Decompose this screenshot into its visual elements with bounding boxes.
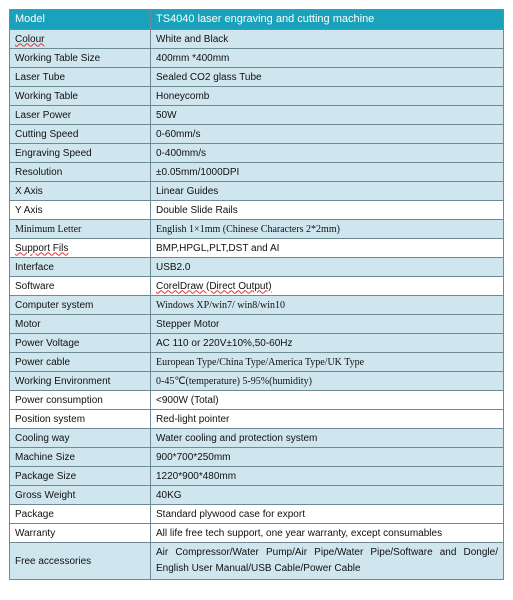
row-label: Working Table — [10, 87, 151, 106]
row-value: English 1×1mm (Chinese Characters 2*2mm) — [151, 220, 504, 239]
row-label: Package Size — [10, 467, 151, 486]
row-value: Air Compressor/Water Pump/Air Pipe/Water Pipe/Software and Dongle/ English User Manual/USB Cable/Power Cable — [151, 543, 504, 580]
row-label: Power Voltage — [10, 334, 151, 353]
row-value: Windows XP/win7/ win8/win10 — [151, 296, 504, 315]
row-value: White and Black — [151, 30, 504, 49]
table-row — [10, 106, 504, 125]
table-row — [10, 410, 504, 429]
row-label: Laser Power — [10, 106, 151, 125]
row-value: AC 110 or 220V±10%,50-60Hz — [151, 334, 504, 353]
row-label: Package — [10, 505, 151, 524]
row-label: Engraving Speed — [10, 144, 151, 163]
row-label: Minimum Letter — [10, 220, 151, 239]
row-value: Water cooling and protection system — [151, 429, 504, 448]
table-row — [10, 182, 504, 201]
table-row — [10, 30, 504, 49]
header-value: TS4040 laser engraving and cutting machine — [151, 10, 504, 30]
row-label: Position system — [10, 410, 151, 429]
row-value: 0-60mm/s — [151, 125, 504, 144]
table-row — [10, 220, 504, 239]
row-label: Working Table Size — [10, 49, 151, 68]
table-row — [10, 68, 504, 87]
row-value: All life free tech support, one year warranty, except consumables — [151, 524, 504, 543]
table-row — [10, 239, 504, 258]
row-label: Motor — [10, 315, 151, 334]
row-label: Computer system — [10, 296, 151, 315]
row-value: 900*700*250mm — [151, 448, 504, 467]
row-label: Interface — [10, 258, 151, 277]
table-row — [10, 486, 504, 505]
row-label: Free accessories — [10, 543, 151, 580]
table-row — [10, 296, 504, 315]
row-label: Support Fils — [10, 239, 151, 258]
row-label: Resolution — [10, 163, 151, 182]
header-label: Model — [10, 10, 151, 30]
row-label: Power consumption — [10, 391, 151, 410]
row-value: BMP,HPGL,PLT,DST and AI — [151, 239, 504, 258]
row-value: <900W (Total) — [151, 391, 504, 410]
table-row — [10, 144, 504, 163]
row-label: Y Axis — [10, 201, 151, 220]
row-value: 0-400mm/s — [151, 144, 504, 163]
row-label: Warranty — [10, 524, 151, 543]
row-value: Linear Guides — [151, 182, 504, 201]
row-label: Laser Tube — [10, 68, 151, 87]
row-value: Red-light pointer — [151, 410, 504, 429]
row-value: ±0.05mm/1000DPI — [151, 163, 504, 182]
table-row — [10, 49, 504, 68]
row-value: 400mm *400mm — [151, 49, 504, 68]
row-value: 50W — [151, 106, 504, 125]
table-header-row — [10, 10, 504, 30]
row-label: Machine Size — [10, 448, 151, 467]
table-row — [10, 467, 504, 486]
table-row — [10, 543, 504, 580]
table-row — [10, 429, 504, 448]
table-row — [10, 448, 504, 467]
table-row — [10, 505, 504, 524]
row-value: 0-45℃(temperature) 5-95%(humidity) — [151, 372, 504, 391]
row-value: 1220*900*480mm — [151, 467, 504, 486]
row-value: CorelDraw (Direct Output) — [151, 277, 504, 296]
table-row — [10, 353, 504, 372]
row-label: Working Environment — [10, 372, 151, 391]
row-label: Cooling way — [10, 429, 151, 448]
table-row — [10, 125, 504, 144]
row-label: Colour — [10, 30, 151, 49]
row-label: Cutting Speed — [10, 125, 151, 144]
table-row — [10, 163, 504, 182]
table-row — [10, 201, 504, 220]
row-label: X Axis — [10, 182, 151, 201]
row-value: Standard plywood case for export — [151, 505, 504, 524]
table-row — [10, 524, 504, 543]
row-value: 40KG — [151, 486, 504, 505]
row-label: Software — [10, 277, 151, 296]
table-row — [10, 87, 504, 106]
table-row — [10, 334, 504, 353]
row-value: European Type/China Type/America Type/UK Type — [151, 353, 504, 372]
table-row — [10, 372, 504, 391]
table-row — [10, 391, 504, 410]
row-value: Stepper Motor — [151, 315, 504, 334]
row-value: Double Slide Rails — [151, 201, 504, 220]
row-label: Gross Weight — [10, 486, 151, 505]
spec-table — [9, 9, 504, 580]
row-value: USB2.0 — [151, 258, 504, 277]
table-row — [10, 277, 504, 296]
row-value: Sealed CO2 glass Tube — [151, 68, 504, 87]
table-row — [10, 258, 504, 277]
row-value: Honeycomb — [151, 87, 504, 106]
spec-table-container — [9, 9, 504, 580]
table-row — [10, 315, 504, 334]
row-label: Power cable — [10, 353, 151, 372]
